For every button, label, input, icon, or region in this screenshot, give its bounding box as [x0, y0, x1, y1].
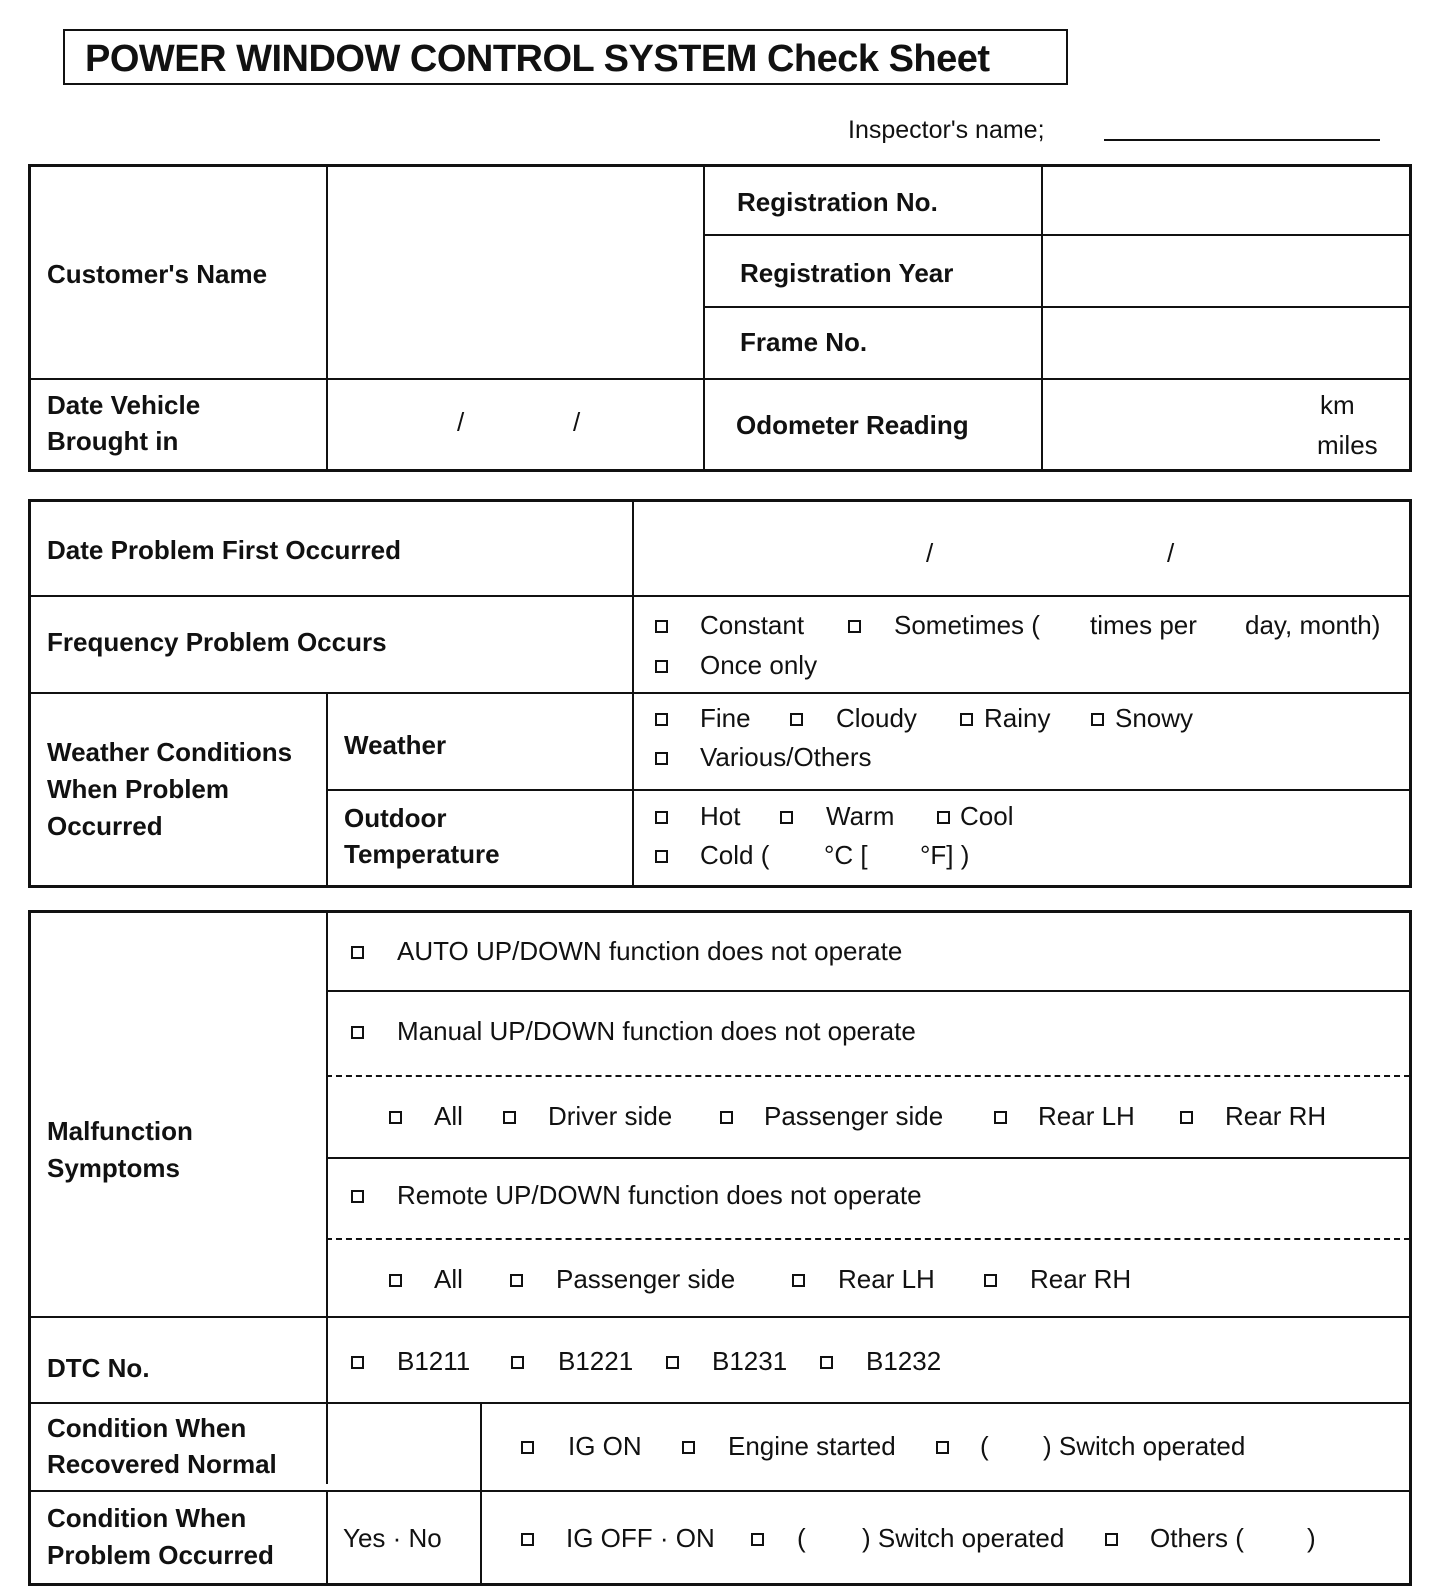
checkbox-engine-started[interactable]: [682, 1441, 695, 1454]
checkbox-occ-switch[interactable]: [751, 1533, 764, 1546]
ig-off-on-label: IG OFF · ON: [566, 1523, 715, 1553]
outdoor-label-2: Temperature: [344, 839, 500, 869]
checkbox-manual[interactable]: [351, 1026, 364, 1039]
checkbox-hot[interactable]: [655, 811, 668, 824]
occurred-label-2: Problem Occurred: [47, 1540, 274, 1570]
checkbox-auto[interactable]: [351, 946, 364, 959]
miles-unit: miles: [1317, 430, 1378, 460]
checkbox-once[interactable]: [655, 660, 668, 673]
divider: [480, 1404, 482, 1584]
engine-started-label: Engine started: [728, 1431, 896, 1461]
checkbox-manual-rear-lh[interactable]: [994, 1111, 1007, 1124]
checkbox-remote-all[interactable]: [389, 1274, 402, 1287]
registration-no-field[interactable]: [1045, 170, 1407, 232]
inspector-label: Inspector's name;: [848, 116, 1045, 144]
date-brought-label-2: Brought in: [47, 426, 179, 456]
customer-name-field[interactable]: [330, 170, 700, 376]
divider: [703, 306, 1410, 308]
symptoms-table: [28, 910, 1412, 1586]
auto-label: AUTO UP/DOWN function does not operate: [397, 936, 903, 966]
recovered-label-2: Recovered Normal: [47, 1449, 277, 1479]
rainy-label: Rainy: [984, 703, 1051, 733]
checkbox-ig-off-on[interactable]: [521, 1533, 534, 1546]
remote-all-label: All: [434, 1264, 463, 1294]
outdoor-label-1: Outdoor: [344, 803, 447, 833]
fahrenheit-label: °F] ): [920, 840, 970, 870]
inspector-name-line[interactable]: [1104, 139, 1380, 141]
dtc-b1231-label: B1231: [712, 1346, 788, 1376]
constant-label: Constant: [700, 610, 805, 640]
divider: [30, 1402, 1410, 1404]
checkbox-manual-passenger[interactable]: [720, 1111, 733, 1124]
title-box: [63, 29, 1068, 85]
weather-conditions-label-3: Occurred: [47, 811, 163, 841]
checkbox-warm[interactable]: [780, 811, 793, 824]
divider: [703, 234, 1410, 236]
date-slash-2: /: [573, 407, 581, 437]
date-brought-label-1: Date Vehicle: [47, 390, 201, 420]
once-only-label: Once only: [700, 650, 818, 680]
divider: [703, 166, 705, 470]
checkbox-remote-passenger[interactable]: [510, 1274, 523, 1287]
checkbox-fine[interactable]: [655, 713, 668, 726]
frame-no-field[interactable]: [1045, 310, 1407, 376]
occurred-label-1: Condition When: [47, 1503, 247, 1533]
malfunction-label-2: Symptoms: [47, 1153, 180, 1183]
day-month-label: day, month): [1245, 610, 1381, 640]
divider: [30, 595, 1410, 597]
checkbox-cloudy[interactable]: [790, 713, 803, 726]
divider: [30, 692, 1410, 694]
manual-rear-rh-label: Rear RH: [1225, 1101, 1327, 1131]
cold-label: Cold (: [700, 840, 770, 870]
rec-paren-open: (: [980, 1431, 989, 1461]
date-first-slash-2: /: [1167, 538, 1175, 568]
warm-label: Warm: [826, 801, 895, 831]
manual-driver-label: Driver side: [548, 1101, 673, 1131]
ig-on-label: IG ON: [568, 1431, 642, 1461]
divider: [326, 1492, 328, 1584]
cool-label: Cool: [960, 801, 1014, 831]
checkbox-cold[interactable]: [655, 850, 668, 863]
customer-name-label: Customer's Name: [47, 259, 268, 289]
frame-no-label: Frame No.: [740, 327, 868, 357]
date-first-slash-1: /: [926, 538, 934, 568]
celsius-label: °C [: [824, 840, 868, 870]
dtc-b1221-label: B1221: [558, 1346, 634, 1376]
checkbox-rainy[interactable]: [960, 713, 973, 726]
rec-switch-label: ) Switch operated: [1043, 1431, 1246, 1461]
dashed-divider: [326, 1238, 1410, 1240]
divider: [326, 990, 1410, 992]
divider: [326, 789, 1410, 791]
checkbox-dtc-b1221[interactable]: [511, 1356, 524, 1369]
checkbox-remote-rear-rh[interactable]: [984, 1274, 997, 1287]
remote-rear-rh-label: Rear RH: [1030, 1264, 1132, 1294]
divider: [326, 1157, 1410, 1159]
manual-all-label: All: [434, 1101, 463, 1131]
hot-label: Hot: [700, 801, 741, 831]
checkbox-remote[interactable]: [351, 1190, 364, 1203]
dtc-b1232-label: B1232: [866, 1346, 942, 1376]
checkbox-manual-rear-rh[interactable]: [1180, 1111, 1193, 1124]
weather-conditions-label-1: Weather Conditions: [47, 737, 293, 767]
remote-passenger-label: Passenger side: [556, 1264, 736, 1294]
yes-no-label[interactable]: Yes · No: [343, 1523, 442, 1553]
fine-label: Fine: [700, 703, 751, 733]
divider: [326, 912, 328, 1484]
checkbox-others[interactable]: [1105, 1533, 1118, 1546]
manual-passenger-label: Passenger side: [764, 1101, 944, 1131]
manual-rear-lh-label: Rear LH: [1038, 1101, 1135, 1131]
sheet-title: POWER WINDOW CONTROL SYSTEM Check Sheet: [85, 38, 990, 80]
sometimes-label: Sometimes (: [894, 610, 1040, 640]
malfunction-label-1: Malfunction: [47, 1116, 193, 1146]
weather-conditions-label-2: When Problem: [47, 774, 230, 804]
divider: [30, 1316, 1410, 1318]
checkbox-ig-on[interactable]: [521, 1441, 534, 1454]
checkbox-dtc-b1231[interactable]: [666, 1356, 679, 1369]
km-unit: km: [1320, 390, 1355, 420]
registration-year-label: Registration Year: [740, 258, 954, 288]
recovered-label-1: Condition When: [47, 1413, 247, 1443]
cloudy-label: Cloudy: [836, 703, 917, 733]
dtc-label: DTC No.: [47, 1353, 150, 1383]
odometer-label: Odometer Reading: [736, 410, 969, 440]
registration-no-label: Registration No.: [737, 187, 938, 217]
occ-paren-open: (: [797, 1523, 806, 1553]
checkbox-manual-driver[interactable]: [503, 1111, 516, 1124]
others-close: ): [1307, 1523, 1316, 1553]
divider: [1041, 166, 1043, 470]
checkbox-manual-all[interactable]: [389, 1111, 402, 1124]
checkbox-cool[interactable]: [937, 811, 950, 824]
others-label: Others (: [1150, 1523, 1244, 1553]
dashed-divider: [326, 1075, 1410, 1077]
frequency-label: Frequency Problem Occurs: [47, 627, 387, 657]
checkbox-rec-switch[interactable]: [936, 1441, 949, 1454]
checkbox-dtc-b1232[interactable]: [820, 1356, 833, 1369]
times-per-label: times per: [1090, 610, 1197, 640]
various-label: Various/Others: [700, 742, 872, 772]
snowy-label: Snowy: [1115, 703, 1194, 733]
checkbox-dtc-b1211[interactable]: [351, 1356, 364, 1369]
registration-year-field[interactable]: [1045, 238, 1407, 304]
divider: [30, 1490, 1410, 1492]
dtc-b1211-label: B1211: [397, 1346, 471, 1376]
checkbox-constant[interactable]: [655, 620, 668, 633]
checkbox-snowy[interactable]: [1091, 713, 1104, 726]
checkbox-sometimes[interactable]: [848, 620, 861, 633]
date-slash-1: /: [457, 407, 465, 437]
checkbox-remote-rear-lh[interactable]: [792, 1274, 805, 1287]
occ-switch-label: ) Switch operated: [862, 1523, 1065, 1553]
manual-label: Manual UP/DOWN function does not operate: [397, 1016, 916, 1046]
date-first-label: Date Problem First Occurred: [47, 535, 401, 565]
remote-rear-lh-label: Rear LH: [838, 1264, 935, 1294]
weather-label: Weather: [344, 730, 447, 760]
checkbox-various[interactable]: [655, 752, 668, 765]
remote-label: Remote UP/DOWN function does not operate: [397, 1180, 922, 1210]
divider: [326, 166, 328, 470]
divider: [30, 378, 1410, 380]
